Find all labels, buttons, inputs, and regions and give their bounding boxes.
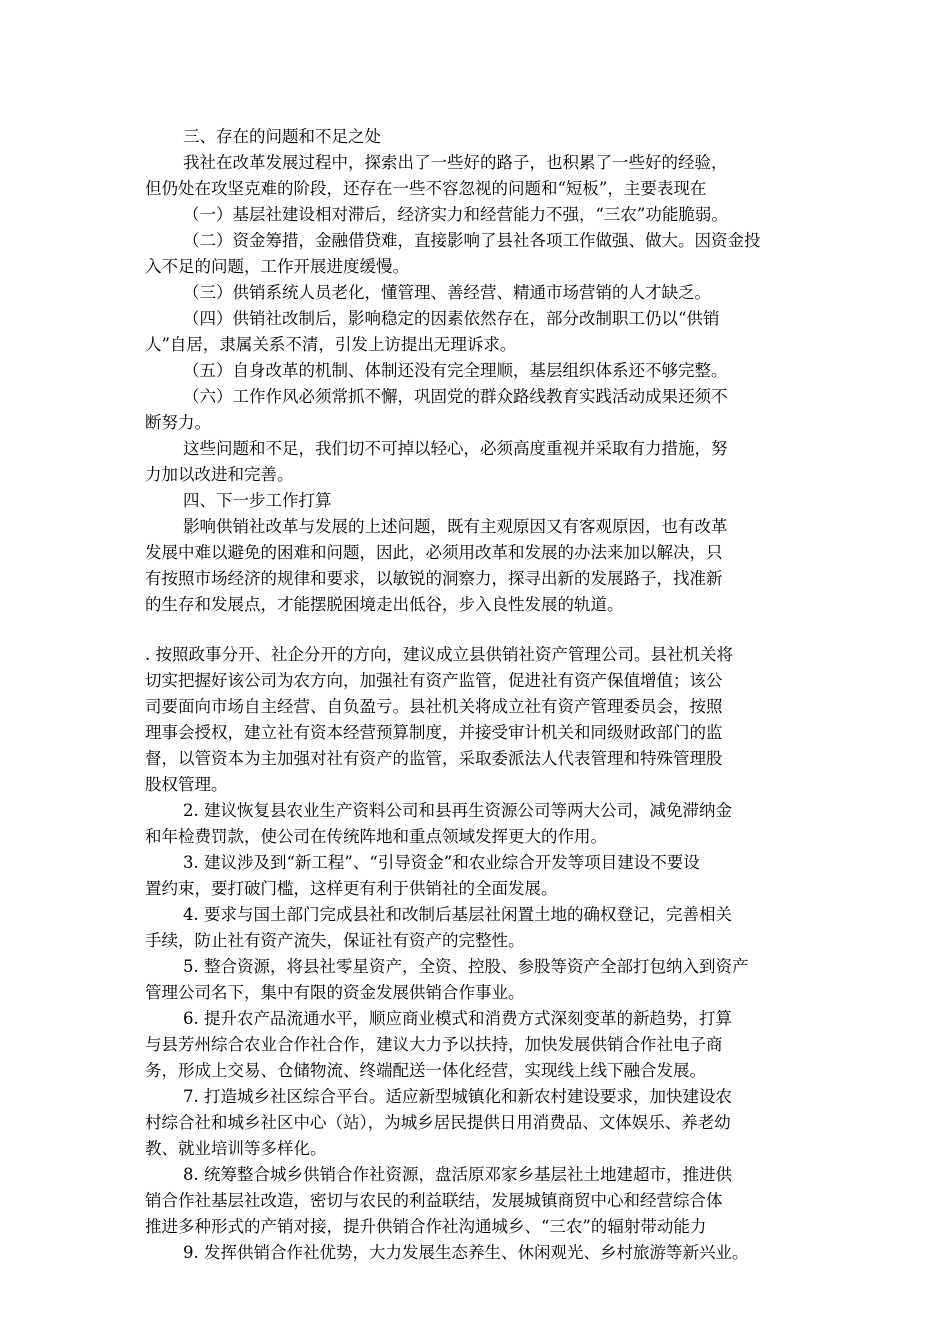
text-line: 发展中难以避免的困难和问题，因此，必须用改革和发展的办法来加以解决，只 xyxy=(145,543,723,562)
plan-item-2 xyxy=(145,798,810,850)
issue-item-5 xyxy=(145,358,810,384)
plan-item-1 xyxy=(145,642,810,798)
section-heading-3: 三、存在的问题和不足之处 xyxy=(183,127,381,146)
text-line: （六）工作作风必须常抓不懈，巩固党的群众路线教育实践活动成果还须不 xyxy=(183,387,728,406)
text-line: 3. 建议涉及到“新工程”、“引导资金”和农业综合开发等项目建设不要设 xyxy=(183,853,700,872)
section3-intro-paragraph xyxy=(145,150,810,202)
text-line: 人”自居，隶属关系不清，引发上访提出无理诉求。 xyxy=(145,335,517,354)
text-line: 村综合社和城乡社区中心（站），为城乡居民提供日用消费品、文体娱乐、养老幼 xyxy=(145,1113,731,1132)
text-line: 股权管理。 xyxy=(145,775,228,794)
text-line: 这些问题和不足，我们切不可掉以轻心，必须高度重视并采取有力措施，努 xyxy=(183,439,728,458)
text-line: 5. 整合资源，将县社零星资产，全资、控股、参股等资产全部打包纳入到资产 xyxy=(183,957,749,976)
paragraph-gap xyxy=(145,618,810,642)
text-line: 的生存和发展点，才能摆脱困境走出低谷，步入良性发展的轨道。 xyxy=(145,595,624,614)
text-line: 教、就业培训等多样化。 xyxy=(145,1139,327,1158)
plan-item-8 xyxy=(145,1162,810,1240)
text-line: . 按照政事分开、社企分开的方向，建议成立县供销社资产管理公司。县社机关将 xyxy=(145,645,733,664)
text-line: 管理公司名下，集中有限的资金发展供销合作事业。 xyxy=(145,983,525,1002)
plan-item-6 xyxy=(145,1006,810,1084)
text-line: 影响供销社改革与发展的上述问题，既有主观原因又有客观原因，也有改革 xyxy=(183,517,728,536)
plan-item-9 xyxy=(145,1240,810,1266)
text-line: 置约束，要打破门槛，这样更有利于供销社的全面发展。 xyxy=(145,879,558,898)
issue-item-1 xyxy=(145,202,810,228)
section4-intro-paragraph xyxy=(145,514,810,618)
text-line: 4. 要求与国土部门完成县社和改制后基层社闲置土地的确权登记，完善相关 xyxy=(183,905,732,924)
text-line: 切实把握好该公司为农方向，加强社有资产监管，促进社有资产保值增值；该公 xyxy=(145,671,723,690)
plan-item-3 xyxy=(145,850,810,902)
text-line: （一）基层社建设相对滞后，经济实力和经营能力不强，“三农”功能脆弱。 xyxy=(183,205,728,224)
text-line: 务，形成上交易、仓储物流、终端配送一体化经营，实现线上线下融合发展。 xyxy=(145,1061,706,1080)
text-line: 销合作社基层社改造，密切与农民的利益联结，发展城镇商贸中心和经营综合体 xyxy=(145,1191,723,1210)
document-page xyxy=(145,124,810,1266)
text-line: 9. 发挥供销合作社优势，大力发展生态养生、休闲观光、乡村旅游等新兴业。 xyxy=(183,1243,749,1262)
text-line: 7. 打造城乡社区综合平台。适应新型城镇化和新农村建设要求，加快建设农 xyxy=(183,1087,732,1106)
text-line: 但仍处在攻坚克难的阶段，还存在一些不容忽视的问题和“短板”，主要表现在 xyxy=(145,179,707,198)
text-line: 和年检费罚款，使公司在传统阵地和重点领域发挥更大的作用。 xyxy=(145,827,607,846)
issue-item-3 xyxy=(145,280,810,306)
plan-item-7 xyxy=(145,1084,810,1162)
text-line: 司要面向市场自主经营、自负盈亏。县社机关将成立社有资产管理委员会，按照 xyxy=(145,697,723,716)
text-line: 理事会授权，建立社有资本经营预算制度，并接受审计机关和同级财政部门的监 xyxy=(145,723,723,742)
text-line: 8. 统筹整合城乡供销合作社资源，盘活原邓家乡基层社土地建超市，推进供 xyxy=(183,1165,732,1184)
issue-item-6 xyxy=(145,384,810,436)
plan-item-4 xyxy=(145,902,810,954)
section-heading-4: 四、下一步工作打算 xyxy=(183,491,332,510)
text-line: 我社在改革发展过程中，探索出了一些好的路子，也积累了一些好的经验， xyxy=(183,153,728,172)
section3-conclusion-paragraph xyxy=(145,436,810,488)
text-line: 与县芳州综合农业合作社合作，建议大力予以扶持，加快发展供销合作社电子商 xyxy=(145,1035,723,1054)
text-line: （五）自身改革的机制、体制还没有完全理顺，基层组织体系还不够完整。 xyxy=(183,361,728,380)
text-line: 入不足的问题，工作开展进度缓慢。 xyxy=(145,257,409,276)
text-line: （二）资金筹措，金融借贷难，直接影响了县社各项工作做强、做大。因资金投 xyxy=(183,231,761,250)
text-line: 有按照市场经济的规律和要求，以敏锐的洞察力，探寻出新的发展路子，找准新 xyxy=(145,569,723,588)
text-line: 2. 建议恢复县农业生产资料公司和县再生资源公司等两大公司，减免滞纳金 xyxy=(183,801,732,820)
plan-item-5 xyxy=(145,954,810,1006)
text-line: 推进多种形式的产销对接，提升供销合作社沟通城乡、“三农”的辐射带动能力 xyxy=(145,1217,707,1236)
text-line: （四）供销社改制后，影响稳定的因素依然存在，部分改制职工仍以“供销 xyxy=(183,309,720,328)
text-line: 6. 提升农产品流通水平，顺应商业模式和消费方式深刻变革的新趋势，打算 xyxy=(183,1009,732,1028)
issue-item-4 xyxy=(145,306,810,358)
text-line: 手续，防止社有资产流失，保证社有资产的完整性。 xyxy=(145,931,525,950)
text-line: 断努力。 xyxy=(145,413,211,432)
text-line: 督，以管资本为主加强对社有资产的监管，采取委派法人代表管理和特殊管理股 xyxy=(145,749,723,768)
text-line: （三）供销系统人员老化，懂管理、善经营、精通市场营销的人才缺乏。 xyxy=(183,283,711,302)
issue-item-2 xyxy=(145,228,810,280)
text-line: 力加以改进和完善。 xyxy=(145,465,294,484)
